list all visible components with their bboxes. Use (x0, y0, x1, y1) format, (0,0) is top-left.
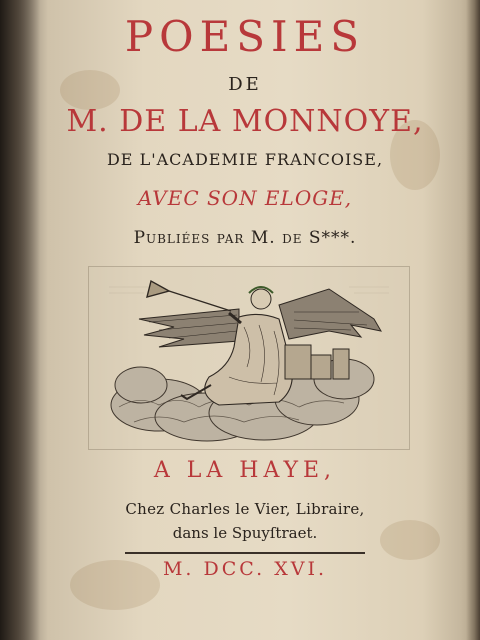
eloge-line: AVEC SON ELOGE, (137, 186, 353, 210)
imprint-place: A LA HAYE, (153, 458, 337, 483)
imprint-address: dans le Spuyſtraet. (172, 524, 318, 542)
author-name: M. DE LA MONNOYE, (66, 104, 424, 139)
fame-engraving (88, 266, 410, 450)
imprint-rule (125, 552, 365, 554)
imprint-year: M. DCC. XVI. (162, 558, 328, 580)
author-affiliation: DE L'ACADEMIE FRANCOISE, (106, 150, 384, 169)
engraving-illustration (89, 267, 409, 449)
imprint-publisher: Chez Charles le Vier, Libraire, (125, 500, 365, 518)
editor-line: Publiées par M. de S***. (133, 228, 357, 248)
title-connector: DE (228, 74, 262, 95)
page-edge (466, 0, 480, 640)
book-spine-shadow (0, 0, 40, 640)
book-title: POESIES (124, 12, 366, 61)
